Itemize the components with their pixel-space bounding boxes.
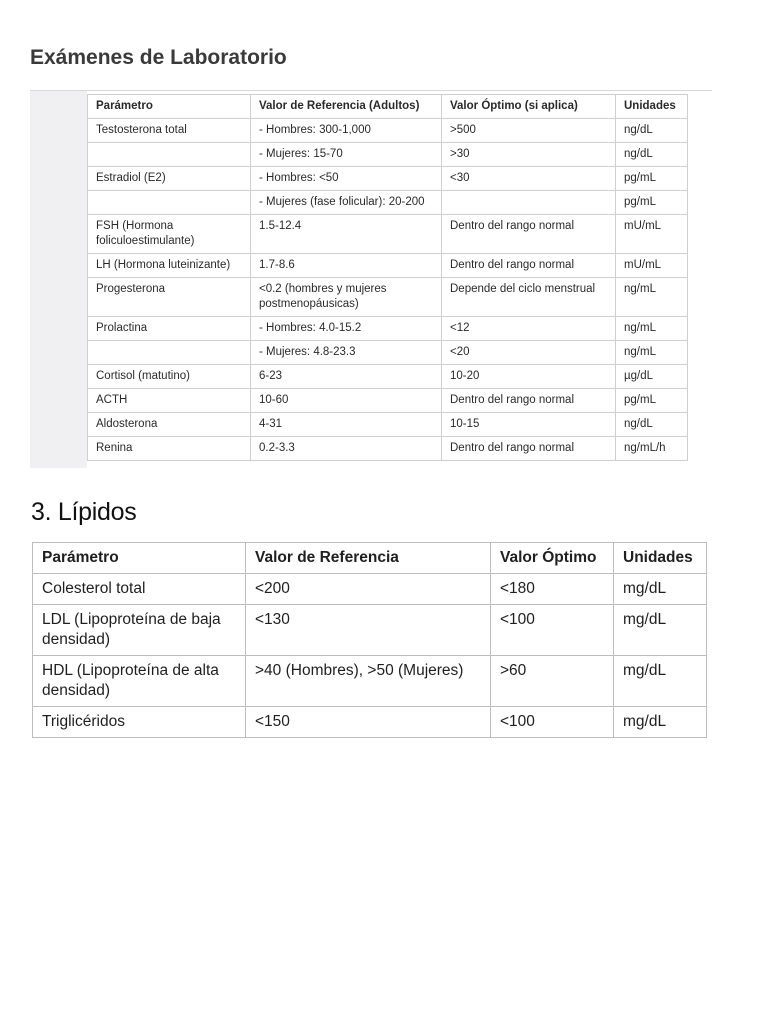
table-cell: Dentro del rango normal xyxy=(442,389,616,413)
lipids-table xyxy=(32,542,707,738)
table-row xyxy=(88,317,688,341)
table-row xyxy=(88,389,688,413)
table-cell: ng/dL xyxy=(616,119,688,143)
table-cell: LDL (Lipoproteína de baja densidad) xyxy=(33,605,246,656)
table-cell: mg/dL xyxy=(614,605,707,656)
table-cell: ng/mL xyxy=(616,341,688,365)
table-cell: mU/mL xyxy=(616,215,688,254)
table-cell: mg/dL xyxy=(614,707,707,738)
column-header: Unidades xyxy=(616,95,688,119)
table-row xyxy=(88,254,688,278)
table-cell: - Mujeres: 15-70 xyxy=(251,143,442,167)
column-header: Valor Óptimo xyxy=(491,543,614,574)
table-cell: <150 xyxy=(246,707,491,738)
table-cell: <0.2 (hombres y mujeres postmenopáusicas) xyxy=(251,278,442,317)
table-cell: >30 xyxy=(442,143,616,167)
table-cell: - Mujeres (fase folicular): 20-200 xyxy=(251,191,442,215)
table-cell: pg/mL xyxy=(616,167,688,191)
table-cell: - Hombres: <50 xyxy=(251,167,442,191)
column-header: Valor Óptimo (si aplica) xyxy=(442,95,616,119)
table-cell: 10-20 xyxy=(442,365,616,389)
table-row xyxy=(88,278,688,317)
table-cell xyxy=(88,341,251,365)
table-cell: Testosterona total xyxy=(88,119,251,143)
table-cell: ng/mL/h xyxy=(616,437,688,461)
table-row xyxy=(33,707,707,738)
table-cell: Colesterol total xyxy=(33,574,246,605)
table-cell: Progesterona xyxy=(88,278,251,317)
table-row xyxy=(33,574,707,605)
table-cell: 6-23 xyxy=(251,365,442,389)
table-row xyxy=(88,437,688,461)
hormones-table-sheet xyxy=(87,91,712,468)
table-cell: Dentro del rango normal xyxy=(442,254,616,278)
table-row xyxy=(33,605,707,656)
table-row xyxy=(88,167,688,191)
column-header: Parámetro xyxy=(33,543,246,574)
table-row xyxy=(88,119,688,143)
table-cell: <180 xyxy=(491,574,614,605)
table-cell: 4-31 xyxy=(251,413,442,437)
table-cell xyxy=(88,143,251,167)
table-cell: Cortisol (matutino) xyxy=(88,365,251,389)
table-cell: pg/mL xyxy=(616,191,688,215)
table-cell: µg/dL xyxy=(616,365,688,389)
table-cell xyxy=(88,191,251,215)
table-cell: Renina xyxy=(88,437,251,461)
table-cell: 1.5-12.4 xyxy=(251,215,442,254)
table-row xyxy=(88,341,688,365)
table-cell: <20 xyxy=(442,341,616,365)
table-row xyxy=(88,413,688,437)
table-cell: <30 xyxy=(442,167,616,191)
table-cell: - Mujeres: 4.8-23.3 xyxy=(251,341,442,365)
table-row xyxy=(33,656,707,707)
table-cell: 10-15 xyxy=(442,413,616,437)
table-cell: mU/mL xyxy=(616,254,688,278)
table-cell: FSH (Hormona foliculoestimulante) xyxy=(88,215,251,254)
table-cell: Depende del ciclo menstrual xyxy=(442,278,616,317)
column-header: Valor de Referencia (Adultos) xyxy=(251,95,442,119)
table-cell: mg/dL xyxy=(614,656,707,707)
table-cell: <12 xyxy=(442,317,616,341)
table-cell xyxy=(442,191,616,215)
table-cell: >60 xyxy=(491,656,614,707)
table-cell: HDL (Lipoproteína de alta densidad) xyxy=(33,656,246,707)
table-header-row xyxy=(88,95,688,119)
table-cell: >40 (Hombres), >50 (Mujeres) xyxy=(246,656,491,707)
table-cell: Prolactina xyxy=(88,317,251,341)
table-cell: Triglicéridos xyxy=(33,707,246,738)
section-title: 3. Lípidos xyxy=(31,498,137,526)
table-cell: mg/dL xyxy=(614,574,707,605)
table-cell: Dentro del rango normal xyxy=(442,437,616,461)
table-cell: 10-60 xyxy=(251,389,442,413)
table-cell: pg/mL xyxy=(616,389,688,413)
table-cell: Aldosterona xyxy=(88,413,251,437)
table-cell: <100 xyxy=(491,605,614,656)
table-cell: >500 xyxy=(442,119,616,143)
table-cell: 1.7-8.6 xyxy=(251,254,442,278)
table-row xyxy=(88,191,688,215)
table-row xyxy=(88,143,688,167)
table-cell: ng/dL xyxy=(616,143,688,167)
table-cell: LH (Hormona luteinizante) xyxy=(88,254,251,278)
table-cell: 0.2-3.3 xyxy=(251,437,442,461)
table-cell: ng/dL xyxy=(616,413,688,437)
table-cell: <200 xyxy=(246,574,491,605)
hormones-table-image xyxy=(30,90,712,468)
table-cell: ng/mL xyxy=(616,278,688,317)
table-cell: Dentro del rango normal xyxy=(442,215,616,254)
table-cell: ACTH xyxy=(88,389,251,413)
table-cell: ng/mL xyxy=(616,317,688,341)
table-cell: - Hombres: 4.0-15.2 xyxy=(251,317,442,341)
table-cell: <130 xyxy=(246,605,491,656)
table-cell: Estradiol (E2) xyxy=(88,167,251,191)
table-header-row xyxy=(33,543,707,574)
table-row xyxy=(88,215,688,254)
table-row xyxy=(88,365,688,389)
hormones-table xyxy=(87,94,688,461)
table-cell: <100 xyxy=(491,707,614,738)
column-header: Parámetro xyxy=(88,95,251,119)
page-title: Exámenes de Laboratorio xyxy=(30,46,287,69)
table-cell: - Hombres: 300-1,000 xyxy=(251,119,442,143)
column-header: Valor de Referencia xyxy=(246,543,491,574)
column-header: Unidades xyxy=(614,543,707,574)
